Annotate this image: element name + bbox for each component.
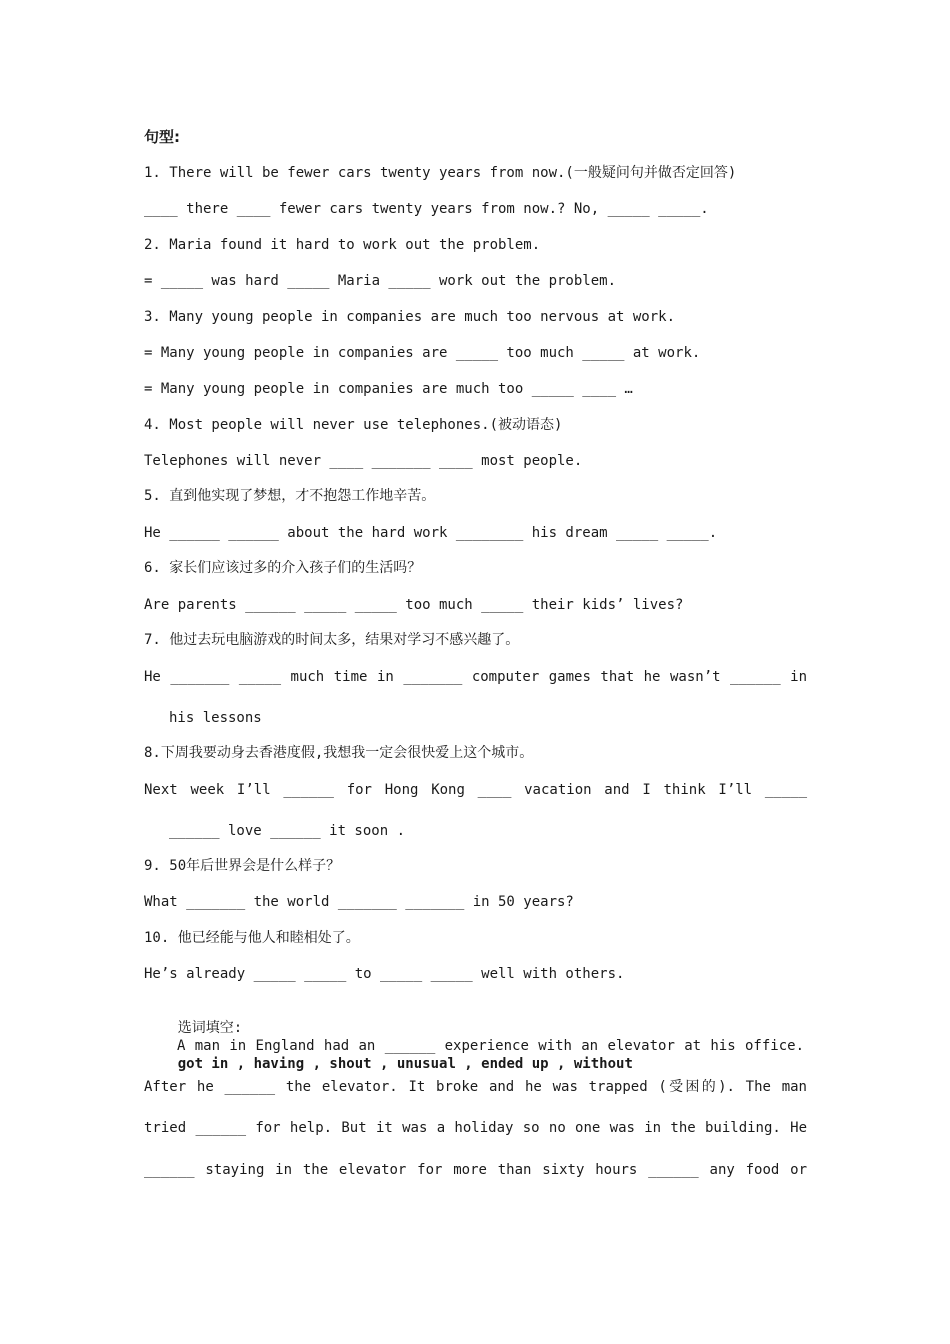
question-7: 7. 他过去玩电脑游戏的时间太多，结果对学习不感兴趣了。 (144, 632, 520, 648)
word-bank-words: got in , having , shout , unusual , ended up , without (177, 1056, 633, 1072)
question-7-answer-cont: his lessons (169, 710, 262, 726)
question-9-answer: What _______ the world _______ _______ in 50 years? (144, 894, 574, 910)
question-6: 6. 家长们应该过多的介入孩子们的生活吗？ (144, 560, 422, 576)
question-3-answer-a: = Many young people in companies are _____ too much _____ at work. (144, 345, 701, 361)
question-4: 4. Most people will never use telephones.(被动语态) (144, 417, 563, 433)
question-6-answer: Are parents ______ _____ _____ too much _____ their kids’ lives? (144, 597, 684, 613)
question-5: 5. 直到他实现了梦想，才不抱怨工作地辛苦。 (144, 488, 436, 504)
question-7-answer: He _______ _____ much time in _______ computer games that he wasn’t ______ in (144, 669, 807, 685)
question-8: 8.下周我要动身去香港度假,我想我一定会很快爱上这个城市。 (144, 745, 534, 761)
passage-line-3: tried ______ for help. But it was a holiday so no one was in the building. He (144, 1120, 807, 1136)
question-2-answer: = _____ was hard _____ Maria _____ work out the problem. (144, 273, 617, 289)
section-title: 句型: (144, 128, 180, 146)
question-1-answer: ____ there ____ fewer cars twenty years from now.? No, _____ _____. (144, 201, 709, 217)
question-4-answer: Telephones will never ____ _______ ____ most people. (144, 453, 583, 469)
question-10-answer: He’s already _____ _____ to _____ _____ well with others. (144, 966, 625, 982)
question-10: 10. 他已经能与他人和睦相处了。 (144, 930, 360, 946)
question-3-answer-b: = Many young people in companies are much too _____ ____ … (144, 381, 633, 397)
question-8-answer-cont: ______ love ______ it soon . (169, 823, 406, 839)
question-2: 2. Maria found it hard to work out the problem. (144, 237, 541, 253)
passage-line-1: A man in England had an ______ experience with an elevator at his office. (177, 1038, 804, 1054)
question-3: 3. Many young people in companies are much too nervous at work. (144, 309, 676, 325)
question-5-answer: He ______ ______ about the hard work ________ his dream _____ _____. (144, 525, 718, 541)
question-9: 9. 50年后世界会是什么样子？ (144, 858, 341, 874)
passage-line-2: After he ______ the elevator. It broke and he was trapped (受困的). The man (144, 1079, 807, 1095)
question-1: 1. There will be fewer cars twenty years from now.(一般疑问句并做否定回答) (144, 165, 737, 181)
passage-line-4: ______ staying in the elevator for more than sixty hours ______ any food or (144, 1162, 807, 1178)
word-bank-label: 选词填空: (177, 1020, 243, 1036)
question-8-answer: Next week I’ll ______ for Hong Kong ____ vacation and I think I’ll _____ (144, 782, 807, 798)
